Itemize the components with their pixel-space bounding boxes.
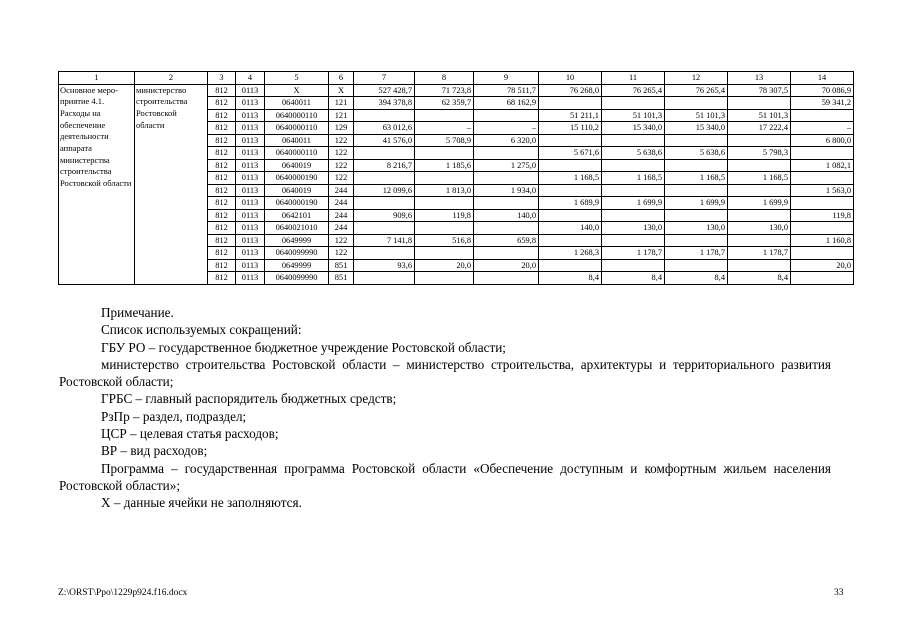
- cell-c5: 0640011: [265, 134, 329, 147]
- cell-c12: 5 638,6: [665, 147, 728, 160]
- cell-c5: 0640099990: [265, 272, 329, 285]
- cell-c12: [665, 159, 728, 172]
- cell-c14: 1 160,8: [791, 234, 854, 247]
- cell-c9: [474, 147, 539, 160]
- cell-c6: Х: [329, 84, 354, 97]
- cell-c5: 0640099990: [265, 247, 329, 260]
- executor-cell: министерство строительства Ростовской области: [135, 84, 208, 284]
- cell-c12: 8,4: [665, 272, 728, 285]
- cell-c14: 1 563,0: [791, 184, 854, 197]
- cell-c10: [539, 97, 602, 110]
- cell-c3: 812: [208, 259, 236, 272]
- cell-c7: 93,6: [354, 259, 415, 272]
- cell-c4: 0113: [236, 247, 265, 260]
- page-number: 33: [834, 588, 844, 598]
- cell-c3: 812: [208, 222, 236, 235]
- cell-c14: [791, 222, 854, 235]
- cell-c11: 76 265,4: [602, 84, 665, 97]
- cell-c14: [791, 109, 854, 122]
- budget-table: [58, 71, 854, 285]
- note-item-gbu: ГБУ РО – государственное бюджетное учреждение Ростовской области;: [101, 339, 506, 355]
- cell-c8: [415, 272, 474, 285]
- cell-c4: 0113: [236, 259, 265, 272]
- cell-c13: 130,0: [728, 222, 791, 235]
- cell-c4: 0113: [236, 222, 265, 235]
- cell-c12: 51 101,3: [665, 109, 728, 122]
- cell-c9: 140,0: [474, 209, 539, 222]
- cell-c7: 909,6: [354, 209, 415, 222]
- cell-c6: 851: [329, 272, 354, 285]
- cell-c11: [602, 134, 665, 147]
- cell-c3: 812: [208, 272, 236, 285]
- header-cell-5: 5: [265, 72, 329, 85]
- cell-c6: 122: [329, 247, 354, 260]
- cell-c7: 63 012,6: [354, 122, 415, 135]
- cell-c11: 5 638,6: [602, 147, 665, 160]
- cell-c6: 122: [329, 172, 354, 185]
- cell-c13: [728, 134, 791, 147]
- cell-c6: 121: [329, 97, 354, 110]
- cell-c12: [665, 134, 728, 147]
- cell-c8: [415, 247, 474, 260]
- cell-c11: [602, 209, 665, 222]
- cell-c8: 20,0: [415, 259, 474, 272]
- cell-c5: 0640011: [265, 97, 329, 110]
- cell-c10: [539, 234, 602, 247]
- cell-c4: 0113: [236, 172, 265, 185]
- cell-c7: [354, 147, 415, 160]
- cell-c9: 1 275,0: [474, 159, 539, 172]
- header-cell-8: 8: [415, 72, 474, 85]
- cell-c14: 119,8: [791, 209, 854, 222]
- cell-c6: 121: [329, 109, 354, 122]
- cell-c11: 8,4: [602, 272, 665, 285]
- cell-c6: 851: [329, 259, 354, 272]
- cell-c13: 1 699,9: [728, 197, 791, 210]
- cell-c12: 1 178,7: [665, 247, 728, 260]
- cell-c12: [665, 209, 728, 222]
- cell-c7: [354, 272, 415, 285]
- cell-c6: 122: [329, 147, 354, 160]
- note-item-csr: ЦСР – целевая статья расходов;: [101, 426, 279, 442]
- cell-c14: 6 800,0: [791, 134, 854, 147]
- cell-c11: [602, 259, 665, 272]
- header-cell-7: 7: [354, 72, 415, 85]
- cell-c7: [354, 222, 415, 235]
- cell-c9: 1 934,0: [474, 184, 539, 197]
- note-item-grbs: ГРБС – главный распорядитель бюджетных средств;: [101, 391, 397, 407]
- cell-c13: 17 222,4: [728, 122, 791, 135]
- cell-c9: 20,0: [474, 259, 539, 272]
- cell-c3: 812: [208, 97, 236, 110]
- activity-name-cell: Основное меро-приятие 4.1. Расходы на обеспечение деятельности аппарата министерства строительства Ростовской области: [59, 84, 135, 284]
- cell-c4: 0113: [236, 197, 265, 210]
- cell-c8: 62 359,7: [415, 97, 474, 110]
- cell-c12: [665, 97, 728, 110]
- cell-c12: 130,0: [665, 222, 728, 235]
- cell-c14: [791, 247, 854, 260]
- cell-c11: [602, 97, 665, 110]
- cell-c4: 0113: [236, 209, 265, 222]
- cell-c5: 0649999: [265, 234, 329, 247]
- cell-c10: [539, 259, 602, 272]
- cell-c9: [474, 197, 539, 210]
- note-item-program: Программа – государственная программа Ростовской области «Обеспечение доступным и комфортным жильем населения Ростовской области»;: [59, 460, 831, 493]
- notes-title: Примечание.: [101, 305, 174, 320]
- cell-c5: 0640000110: [265, 147, 329, 160]
- cell-c4: 0113: [236, 97, 265, 110]
- cell-c13: [728, 234, 791, 247]
- cell-c9: 68 162,9: [474, 97, 539, 110]
- cell-c5: 0640021010: [265, 222, 329, 235]
- note-item-x: Х – данные ячейки не заполняются.: [101, 495, 302, 511]
- cell-c11: [602, 234, 665, 247]
- cell-c7: [354, 109, 415, 122]
- cell-c7: 8 216,7: [354, 159, 415, 172]
- cell-c12: 76 265,4: [665, 84, 728, 97]
- cell-c7: 7 141,8: [354, 234, 415, 247]
- cell-c11: 1 168,5: [602, 172, 665, 185]
- cell-c10: 15 110,2: [539, 122, 602, 135]
- cell-c4: 0113: [236, 272, 265, 285]
- header-cell-1: 1: [59, 72, 135, 85]
- footer-file-path: Z:\ORST\Ppo\1229p924.f16.docx: [58, 588, 188, 598]
- cell-c11: [602, 159, 665, 172]
- cell-c3: 812: [208, 109, 236, 122]
- cell-c5: 0640000190: [265, 197, 329, 210]
- header-cell-4: 4: [236, 72, 265, 85]
- cell-c3: 812: [208, 172, 236, 185]
- cell-c14: 59 341,2: [791, 97, 854, 110]
- cell-c13: 1 178,7: [728, 247, 791, 260]
- cell-c8: [415, 222, 474, 235]
- cell-c8: 1 813,0: [415, 184, 474, 197]
- cell-c13: [728, 97, 791, 110]
- cell-c10: 76 268,0: [539, 84, 602, 97]
- cell-c9: [474, 109, 539, 122]
- cell-c3: 812: [208, 147, 236, 160]
- cell-c10: [539, 134, 602, 147]
- cell-c13: 51 101,3: [728, 109, 791, 122]
- cell-c12: [665, 184, 728, 197]
- cell-c9: –: [474, 122, 539, 135]
- cell-c3: 812: [208, 184, 236, 197]
- note-item-ministry: министерство строительства Ростовской области – министерство строительства, архитектуры и территориального развития Ростовской области;: [59, 356, 831, 390]
- cell-c6: 244: [329, 197, 354, 210]
- cell-c10: 1 268,3: [539, 247, 602, 260]
- cell-c9: [474, 172, 539, 185]
- cell-c9: 659,8: [474, 234, 539, 247]
- cell-c6: 122: [329, 234, 354, 247]
- cell-c7: 41 576,0: [354, 134, 415, 147]
- cell-c11: 15 340,0: [602, 122, 665, 135]
- header-cell-9: 9: [474, 72, 539, 85]
- cell-c4: 0113: [236, 134, 265, 147]
- cell-c4: 0113: [236, 84, 265, 97]
- cell-c12: 1 168,5: [665, 172, 728, 185]
- cell-c5: 0640019: [265, 159, 329, 172]
- note-item-rzpr: РзПр – раздел, подраздел;: [101, 408, 247, 424]
- cell-c13: [728, 259, 791, 272]
- notes-section: [59, 304, 831, 512]
- cell-c13: 78 307,5: [728, 84, 791, 97]
- cell-c3: 812: [208, 247, 236, 260]
- cell-c11: [602, 184, 665, 197]
- cell-c12: [665, 259, 728, 272]
- cell-c4: 0113: [236, 109, 265, 122]
- cell-c13: 5 798,3: [728, 147, 791, 160]
- cell-c11: 51 101,3: [602, 109, 665, 122]
- cell-c9: 78 511,7: [474, 84, 539, 97]
- header-cell-2: 2: [135, 72, 208, 85]
- cell-c8: 1 185,6: [415, 159, 474, 172]
- cell-c4: 0113: [236, 122, 265, 135]
- cell-c11: 1 178,7: [602, 247, 665, 260]
- header-cell-12: 12: [665, 72, 728, 85]
- cell-c8: [415, 197, 474, 210]
- cell-c9: 6 320,0: [474, 134, 539, 147]
- cell-c14: 1 082,1: [791, 159, 854, 172]
- cell-c3: 812: [208, 122, 236, 135]
- cell-c14: [791, 147, 854, 160]
- cell-c6: 244: [329, 209, 354, 222]
- cell-c13: [728, 209, 791, 222]
- cell-c8: [415, 109, 474, 122]
- cell-c5: 0640000110: [265, 122, 329, 135]
- cell-c7: [354, 247, 415, 260]
- cell-c12: 15 340,0: [665, 122, 728, 135]
- cell-c10: 51 211,1: [539, 109, 602, 122]
- cell-c10: [539, 209, 602, 222]
- cell-c7: 12 099,6: [354, 184, 415, 197]
- cell-c5: 0649999: [265, 259, 329, 272]
- cell-c12: [665, 234, 728, 247]
- cell-c14: [791, 272, 854, 285]
- cell-c13: 1 168,5: [728, 172, 791, 185]
- cell-c14: [791, 197, 854, 210]
- abbr-heading: Список используемых сокращений:: [101, 322, 302, 338]
- cell-c10: 1 168,5: [539, 172, 602, 185]
- cell-c8: [415, 147, 474, 160]
- cell-c14: [791, 172, 854, 185]
- cell-c8: 71 723,8: [415, 84, 474, 97]
- cell-c14: 70 086,9: [791, 84, 854, 97]
- cell-c7: [354, 197, 415, 210]
- cell-c8: 5 708,9: [415, 134, 474, 147]
- cell-c6: 122: [329, 134, 354, 147]
- cell-c14: 20,0: [791, 259, 854, 272]
- header-cell-10: 10: [539, 72, 602, 85]
- cell-c10: 1 689,9: [539, 197, 602, 210]
- cell-c14: –: [791, 122, 854, 135]
- cell-c5: 0640019: [265, 184, 329, 197]
- cell-c6: 129: [329, 122, 354, 135]
- cell-c8: [415, 172, 474, 185]
- cell-c11: 130,0: [602, 222, 665, 235]
- cell-c6: 122: [329, 159, 354, 172]
- cell-c9: [474, 272, 539, 285]
- cell-c3: 812: [208, 134, 236, 147]
- table-row: [59, 84, 854, 97]
- cell-c10: 8,4: [539, 272, 602, 285]
- table-header-row: [59, 72, 854, 85]
- cell-c13: [728, 184, 791, 197]
- cell-c3: 812: [208, 209, 236, 222]
- cell-c5: 0642101: [265, 209, 329, 222]
- cell-c4: 0113: [236, 147, 265, 160]
- cell-c7: 394 378,8: [354, 97, 415, 110]
- cell-c10: 5 671,6: [539, 147, 602, 160]
- cell-c5: Х: [265, 84, 329, 97]
- note-item-vr: ВР – вид расходов;: [101, 443, 208, 459]
- header-cell-13: 13: [728, 72, 791, 85]
- cell-c3: 812: [208, 84, 236, 97]
- header-cell-6: 6: [329, 72, 354, 85]
- cell-c5: 0640000190: [265, 172, 329, 185]
- cell-c11: 1 699,9: [602, 197, 665, 210]
- cell-c13: 8,4: [728, 272, 791, 285]
- cell-c13: [728, 159, 791, 172]
- cell-c6: 244: [329, 184, 354, 197]
- cell-c6: 244: [329, 222, 354, 235]
- cell-c10: 140,0: [539, 222, 602, 235]
- cell-c7: 527 428,7: [354, 84, 415, 97]
- cell-c3: 812: [208, 197, 236, 210]
- cell-c4: 0113: [236, 234, 265, 247]
- cell-c3: 812: [208, 234, 236, 247]
- cell-c8: –: [415, 122, 474, 135]
- cell-c12: 1 699,9: [665, 197, 728, 210]
- cell-c9: [474, 222, 539, 235]
- header-cell-14: 14: [791, 72, 854, 85]
- cell-c8: 119,8: [415, 209, 474, 222]
- cell-c10: [539, 184, 602, 197]
- header-cell-11: 11: [602, 72, 665, 85]
- cell-c10: [539, 159, 602, 172]
- cell-c4: 0113: [236, 159, 265, 172]
- cell-c5: 0640000110: [265, 109, 329, 122]
- cell-c7: [354, 172, 415, 185]
- cell-c9: [474, 247, 539, 260]
- cell-c4: 0113: [236, 184, 265, 197]
- header-cell-3: 3: [208, 72, 236, 85]
- cell-c3: 812: [208, 159, 236, 172]
- cell-c8: 516,8: [415, 234, 474, 247]
